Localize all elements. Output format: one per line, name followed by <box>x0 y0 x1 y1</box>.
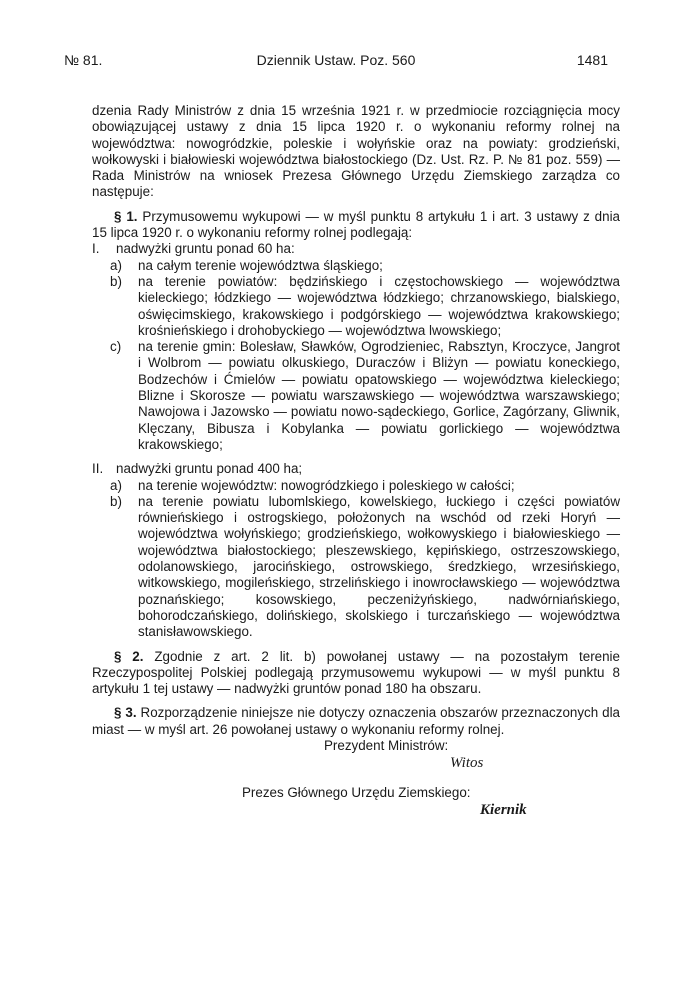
list-item-label: a) <box>110 477 122 493</box>
section-1 <box>92 209 620 242</box>
section-2 <box>92 649 620 698</box>
journal-title: Dziennik Ustaw. Poz. 560 <box>256 52 416 68</box>
section-2-mark: § 2. <box>114 648 144 664</box>
page-header <box>64 52 608 70</box>
list-item-label: b) <box>110 273 122 289</box>
pm-title: Prezydent Ministrów: <box>324 737 449 753</box>
group-2 <box>92 461 620 477</box>
group-1 <box>92 241 620 257</box>
list-item <box>92 258 620 274</box>
group-2-label: II. <box>92 461 104 477</box>
section-2-text: Zgodnie z art. 2 lit. b) powołanej ustawy — na pozostałym terenie Rzeczypospolitej Polskiej podlegają przymusowemu wykupowi — w myśl punktu 8 artykułu 1 tej ustawy — nadwyżki gruntów ponad 180 ha obszaru. <box>92 648 620 697</box>
pm-signature-block <box>92 738 620 755</box>
list-item-text: na całym terenie województwa śląskiego; <box>138 257 383 273</box>
office-name-row <box>92 802 620 822</box>
group-1-label: I. <box>92 241 100 257</box>
section-3-text: Rozporządzenie niniejsze nie dotyczy oznaczenia obszarów przeznaczonych dla miast — w myśl art. 26 powołanej ustawy o wykonaniu reformy rolnej. <box>92 705 620 737</box>
pm-name-row <box>92 755 620 775</box>
pm-name: Witos <box>450 754 484 771</box>
office-title: Prezes Głównego Urzędu Ziemskiego: <box>242 784 471 800</box>
office-signature-block <box>92 785 620 802</box>
list-item-text: na terenie województw: nowogródzkiego i poleskiego w całości; <box>138 477 515 493</box>
list-item-text: na terenie gmin: Bolesław, Sławków, Ogrodzieniec, Rabsztyn, Kroczyce, Jangrot i Wolbrom — powiatu olkuskiego, Duraczów i Bliżyn — powiatu koneckiego, Bodzechów i Ćmielów — powiatu opatowskiego — województwa kieleckiego; Blizne i Skorosze — powiatu warszawskiego — województwa warszawskiego; Nawojowa i Jazowsko — powiatu nowo-sądeckiego, Gorlice, Zagórzany, Gliwnik, Klęczany, Bibusza i Kobylanka — powiatu gorlickiego — województwa krakowskiego; <box>138 339 620 452</box>
section-1-text: Przymusowemu wykupowi — w myśl punktu 8 artykułu 1 i art. 3 ustawy z dnia 15 lipca 1920 r. o wykonaniu reformy rolnej podlegają: <box>92 208 620 241</box>
list-item-text: na terenie powiatu lubomlskiego, kowelskiego, łuckiego i części powiatów równieńskiego i ostrogskiego, położonych na wschód od rzeki Horyń — województwa wołyńskiego; grodzieńskiego, wołkowyskiego i białowieskiego — województwa białostockiego; pleszewskiego, kępińskiego, ostrzeszowskiego, odolanowskiego, jarocińskiego, ostrowskiego, średzkiego, wrzesińskiego, witkowskiego, mogileńskiego, strzelińskiego i inowrocławskiego — województwa poznańskiego; kosowskiego, peczeniżyńskiego, nadwórniańskiego, bohorodczańskiego, dolińskiego, skolskiego i turczańskiego — województwa stanisławowskiego. <box>138 493 620 640</box>
page-number: 1481 <box>576 52 608 68</box>
section-3-mark: § 3. <box>114 705 137 721</box>
list-item-label: a) <box>110 257 122 273</box>
section-1-mark: § 1. <box>114 208 138 224</box>
group-1-text: nadwyżki gruntu ponad 60 ha: <box>116 241 295 257</box>
document-body <box>92 103 620 822</box>
list-item-label: b) <box>110 493 122 509</box>
list-item-label: c) <box>110 339 122 355</box>
issue-number: № 81. <box>64 52 103 68</box>
list-item <box>92 494 620 641</box>
list-item-text: na terenie powiatów: będzińskiego i częstochowskiego — województwa kieleckiego; łódzkiego — województwa łódzkiego; chrzanowskiego, bialskiego, oświęcimskiego, krakowskiego i podgórskiego — województwa krakowskiego; krośnieńskiego i drohobyckiego — województwa lwowskiego; <box>138 273 620 338</box>
group-2-text: nadwyżki gruntu ponad 400 ha; <box>116 461 303 477</box>
office-name: Kiernik <box>480 801 527 818</box>
intro-paragraph: dzenia Rady Ministrów z dnia 15 września 1921 r. w przedmiocie rozciągnięcia mocy obowiązującej ustawy z dnia 15 lipca 1920 r. o wykonaniu reformy rolnej na województwa: nowogródzkie, poleskie i wołyńskie oraz na powiaty: grodzieński, wołkowyski i białowieski województwa białostockiego (Dz. Ust. Rz. P. № 81 poz. 559) — Rada Ministrów na wniosek Prezesa Głównego Urzędu Ziemskiego zarządza co następuje: <box>92 103 620 200</box>
section-3 <box>92 705 620 738</box>
list-item <box>92 478 620 494</box>
list-item <box>92 339 620 453</box>
list-item <box>92 274 620 339</box>
